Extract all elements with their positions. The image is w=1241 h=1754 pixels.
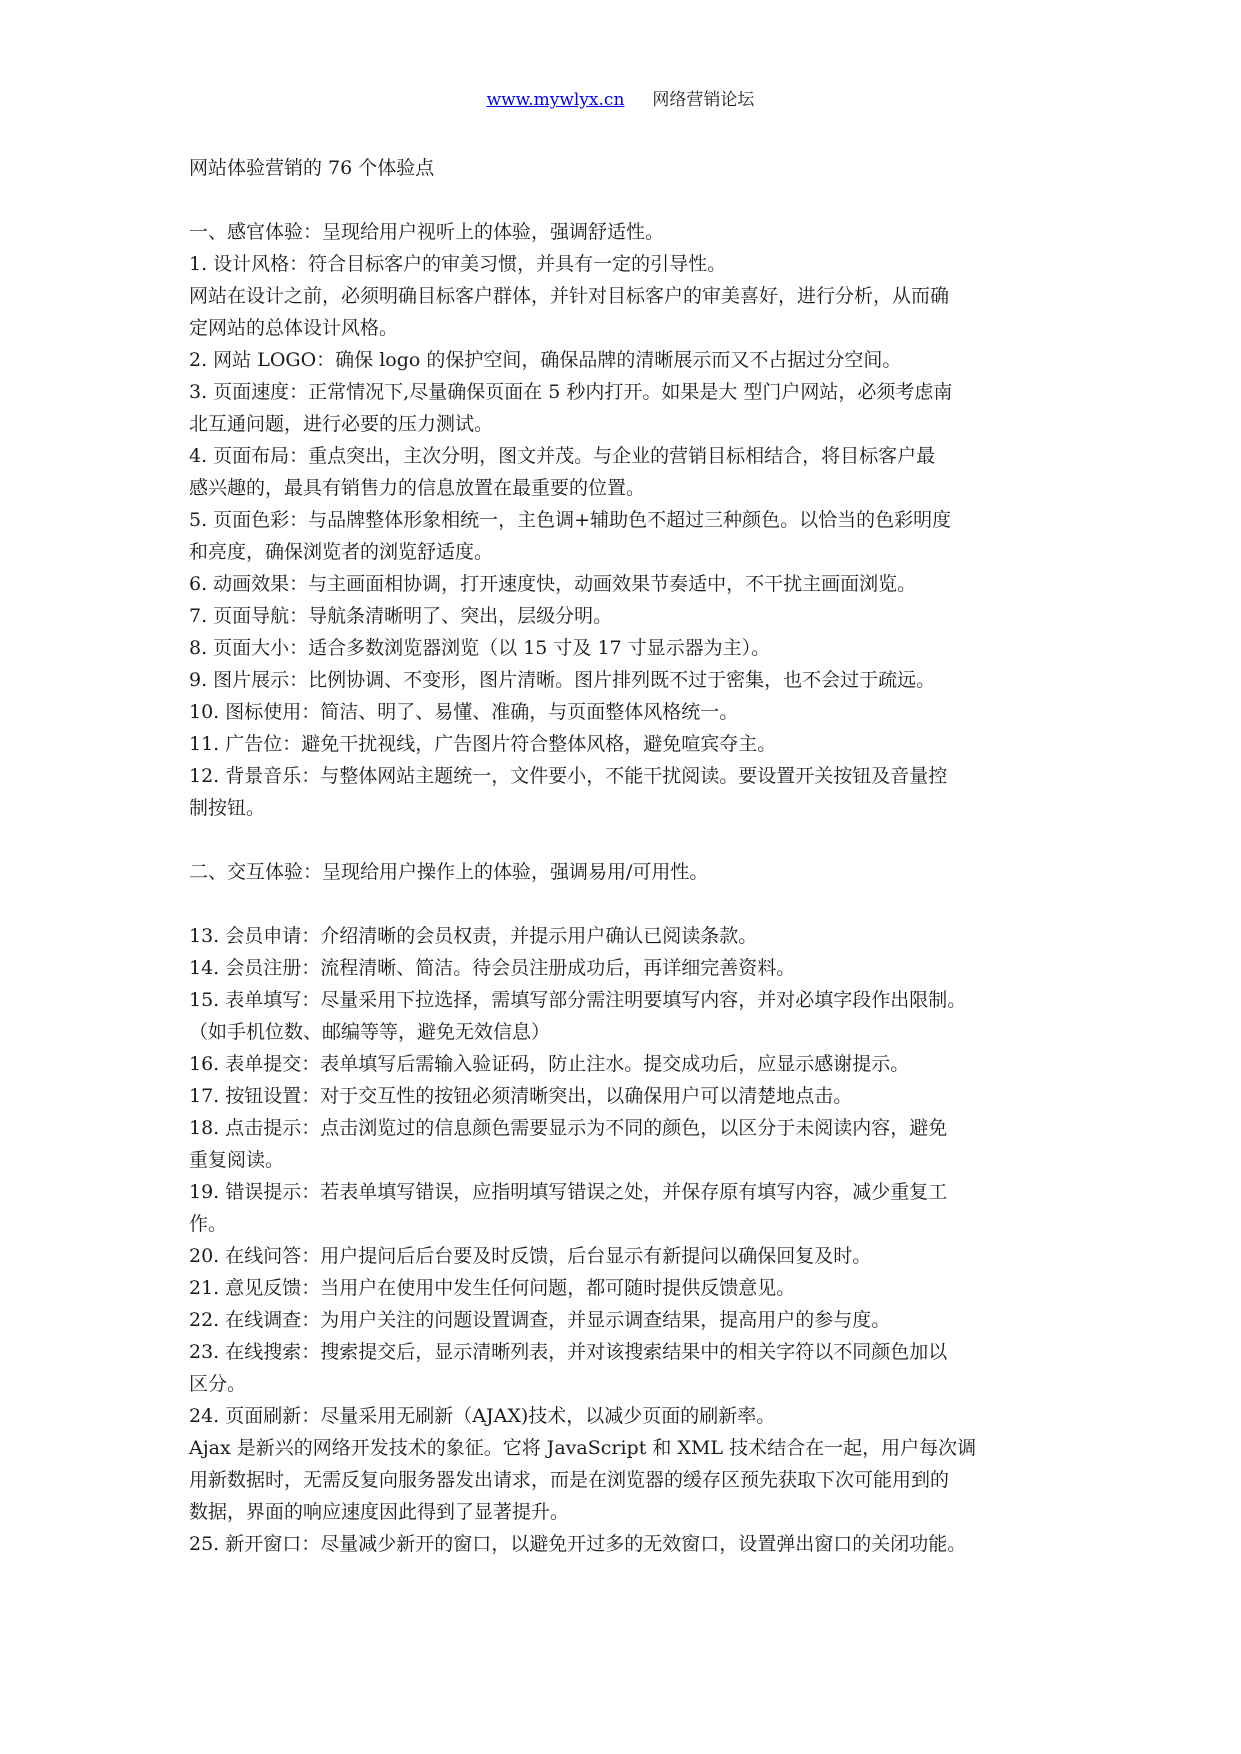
text-line: 15. 表单填写：尽量采用下拉选择，需填写部分需注明要填写内容，并对必填字段作出限制。 [189,989,967,1011]
blank-line [189,184,1069,216]
section-interaction-list [189,920,1069,1560]
text-line: Ajax 是新兴的网络开发技术的象征。它将 JavaScript 和 XML 技术结合在一起，用户每次调 [189,1437,977,1459]
text-line: 22. 在线调查：为用户关注的问题设置调查，并显示调查结果，提高用户的参与度。 [189,1309,891,1331]
section-heading-sensory: 一、感官体验：呈现给用户视听上的体验，强调舒适性。 [189,221,665,243]
text-line: 11. 广告位：避免干扰视线，广告图片符合整体风格，避免喧宾夺主。 [189,733,777,755]
text-line: 7. 页面导航：导航条清晰明了、突出，层级分明。 [189,605,613,627]
site-name: 网络营销论坛 [652,90,755,110]
text-line: 1. 设计风格：符合目标客户的审美习惯，并具有一定的引导性。 [189,253,727,275]
section-heading-interaction: 二、交互体验：呈现给用户操作上的体验，强调易用/可用性。 [189,861,709,883]
text-line: 9. 图片展示：比例协调、不变形，图片清晰。图片排列既不过于密集，也不会过于疏远。 [189,669,936,691]
text-line: 用新数据时，无需反复向服务器发出请求，而是在浏览器的缓存区预先获取下次可能用到的 [189,1469,950,1491]
text-line: 数据，界面的响应速度因此得到了显著提升。 [189,1501,570,1523]
text-line: 网站在设计之前，必须明确目标客户群体，并针对目标客户的审美喜好，进行分析，从而确 [189,285,950,307]
text-line: 定网站的总体设计风格。 [189,317,399,339]
text-line: 区分。 [189,1373,247,1395]
text-line: 和亮度，确保浏览者的浏览舒适度。 [189,541,494,563]
text-line: 3. 页面速度：正常情况下,尽量确保页面在 5 秒内打开。如果是大 型门户网站，必须考虑南 [189,381,953,403]
site-url-link[interactable]: www.mywlyx.cn [486,90,625,110]
text-line: 2. 网站 LOGO：确保 logo 的保护空间，确保品牌的清晰展示而又不占据过分空间。 [189,349,902,371]
text-line: 13. 会员申请：介绍清晰的会员权责，并提示用户确认已阅读条款。 [189,925,758,947]
text-line: 24. 页面刷新：尽量采用无刷新（AJAX)技术，以减少页面的刷新率。 [189,1405,776,1427]
blank-line [189,824,1069,856]
text-line: 21. 意见反馈：当用户在使用中发生任何问题，都可随时提供反馈意见。 [189,1277,796,1299]
text-line: 25. 新开窗口：尽量减少新开的窗口，以避免开过多的无效窗口，设置弹出窗口的关闭功能。 [189,1533,967,1555]
text-line: 23. 在线搜索：搜索提交后，显示清晰列表，并对该搜索结果中的相关字符以不同颜色加以 [189,1341,948,1363]
text-line: 14. 会员注册：流程清晰、简洁。待会员注册成功后，再详细完善资料。 [189,957,796,979]
text-line: 感兴趣的，最具有销售力的信息放置在最重要的位置。 [189,477,646,499]
blank-line [189,888,1069,920]
text-line: 19. 错误提示：若表单填写错误，应指明填写错误之处，并保存原有填写内容，减少重复工 [189,1181,948,1203]
page-header [0,88,1241,112]
text-line: （如手机位数、邮编等等，避免无效信息） [189,1021,551,1043]
text-line: 重复阅读。 [189,1149,285,1171]
text-line: 12. 背景音乐：与整体网站主题统一，文件要小，不能干扰阅读。要设置开关按钮及音量控 [189,765,948,787]
text-line: 8. 页面大小：适合多数浏览器浏览（以 15 寸及 17 寸显示器为主）。 [189,637,771,659]
text-line: 北互通问题，进行必要的压力测试。 [189,413,494,435]
text-line: 10. 图标使用：简洁、明了、易懂、准确，与页面整体风格统一。 [189,701,739,723]
text-line: 5. 页面色彩：与品牌整体形象相统一，主色调+辅助色不超过三种颜色。以恰当的色彩明度 [189,509,952,531]
text-line: 制按钮。 [189,797,266,819]
text-line: 4. 页面布局：重点突出，主次分明，图文并茂。与企业的营销目标相结合，将目标客户最 [189,445,936,467]
document-title: 网站体验营销的 76 个体验点 [189,157,435,179]
document-body [189,152,1069,1560]
section-sensory-list [189,248,1069,824]
text-line: 20. 在线问答：用户提问后后台要及时反馈，后台显示有新提问以确保回复及时。 [189,1245,872,1267]
text-line: 16. 表单提交：表单填写后需输入验证码，防止注水。提交成功后，应显示感谢提示。 [189,1053,910,1075]
text-line: 18. 点击提示：点击浏览过的信息颜色需要显示为不同的颜色，以区分于未阅读内容，避免 [189,1117,948,1139]
text-line: 17. 按钮设置：对于交互性的按钮必须清晰突出，以确保用户可以清楚地点击。 [189,1085,853,1107]
text-line: 6. 动画效果：与主画面相协调，打开速度快，动画效果节奏适中，不干扰主画面浏览。 [189,573,917,595]
text-line: 作。 [189,1213,228,1235]
